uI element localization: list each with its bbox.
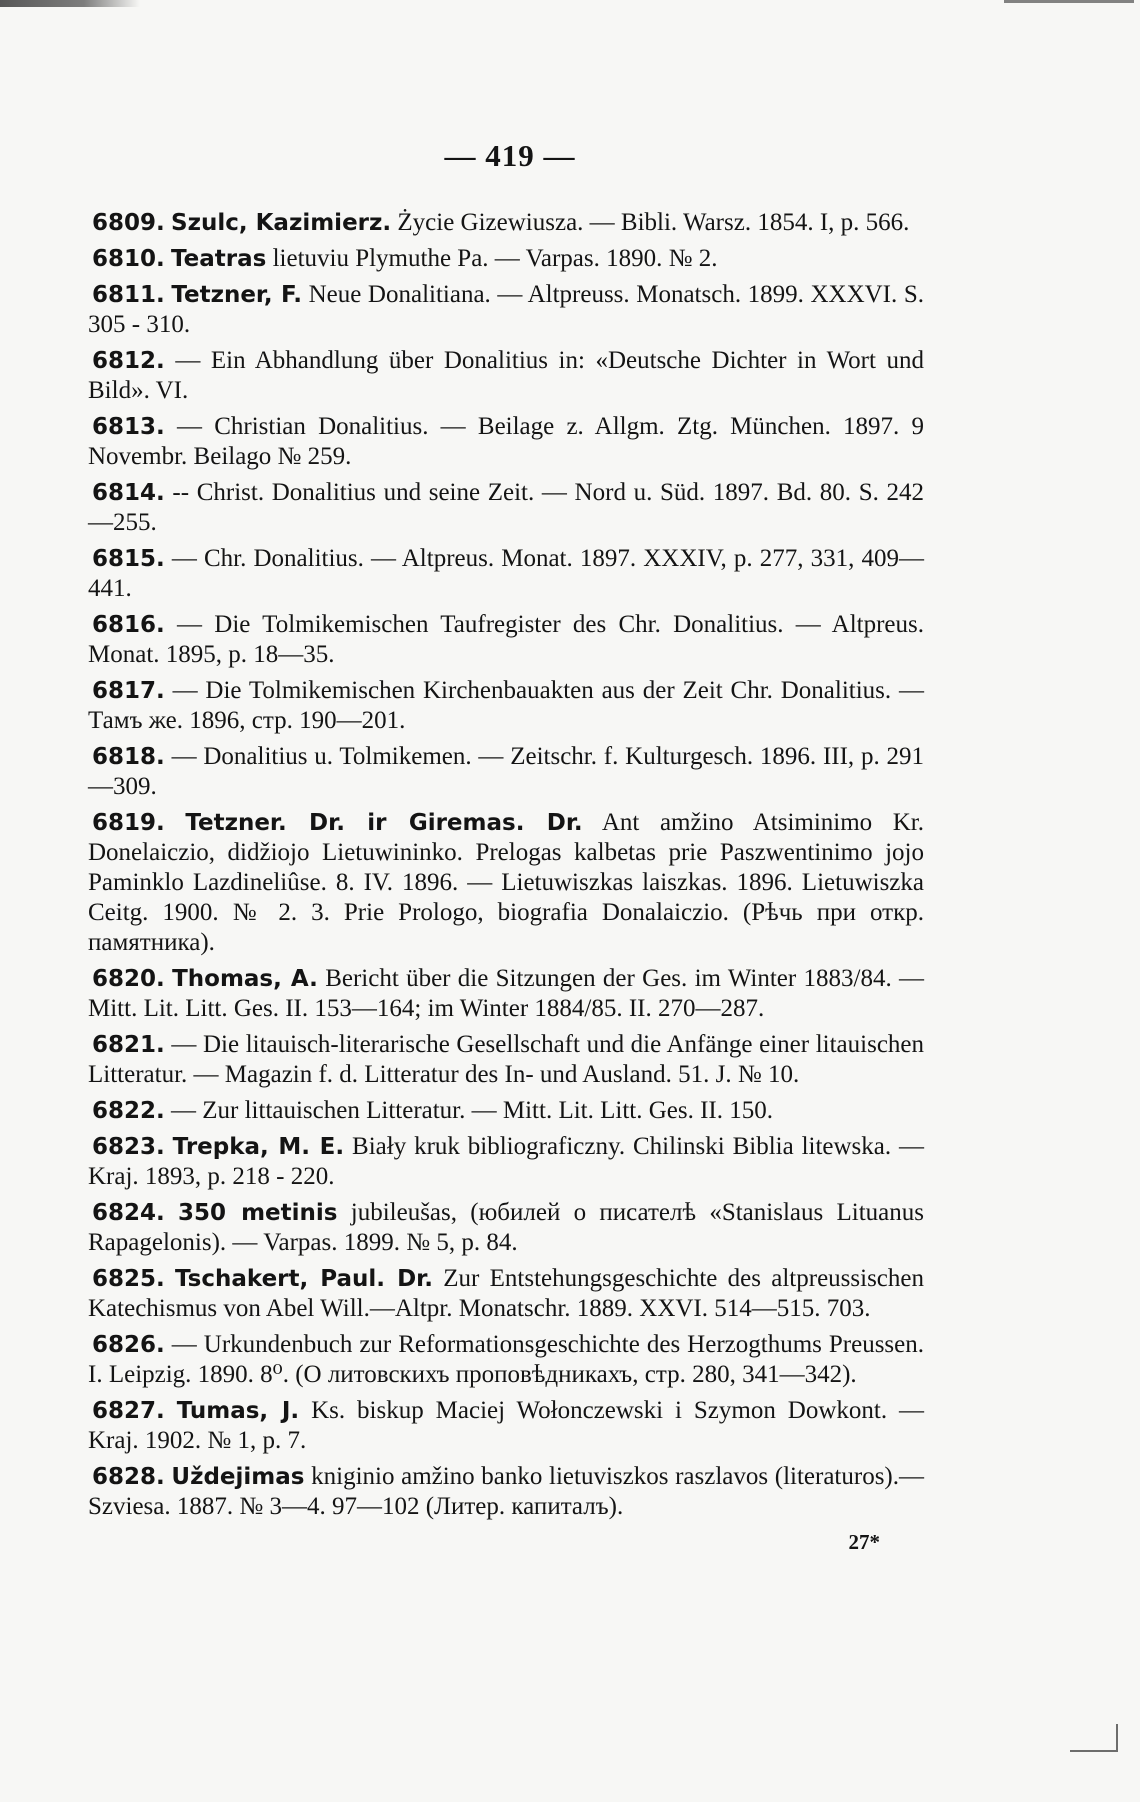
bibliography-entry: [88, 544, 924, 604]
entry-text: — Die Tolmikemischen Kirchenbauakten aus der Zeit Chr. Donalitius. — Тамъ же. 1896, стр. 190—201.: [88, 677, 924, 734]
entry-text: Bericht über die Sitzungen der Ges. im Winter 1883/84. — Mitt. Lit. Litt. Ges. II. 153—164; im Winter 1884/85. II. 270—287.: [88, 965, 925, 1022]
entry-text: — Donalitius u. Tolmikemen. — Zeitschr. f. Kulturgesch. 1896. III, p. 291—309.: [88, 743, 924, 800]
entry-number: 6811.: [92, 282, 165, 308]
entry-number: 6824.: [92, 1200, 165, 1226]
bibliography-entry: [88, 346, 924, 406]
scan-corner-mark: [1070, 1724, 1118, 1752]
bibliography-list: [88, 208, 924, 1522]
entry-author: Uždejimas: [171, 1464, 305, 1490]
entry-text: — Die litauisch-literarische Gesellschaft und die Anfänge einer litauischen Litteratur. — Magazin f. d. Litteratur des In- und Ausland. 51. J. № 10.: [88, 1031, 925, 1088]
entry-number: 6823.: [92, 1134, 165, 1160]
entry-text: jubileušas, (юбилей о писателѣ «Stanislaus Lituanus Rapagelonis). — Varpas. 1899. № 5, p. 84.: [88, 1199, 924, 1256]
entry-author: Teatras: [171, 246, 267, 272]
entry-number: 6819.: [92, 810, 165, 836]
entry-author: Tetzner. Dr. ir Giremas. Dr.: [185, 810, 583, 836]
bibliography-entry: [88, 280, 924, 340]
entry-text: -- Christ. Donalitius und seine Zeit. — Nord u. Süd. 1897. Bd. 80. S. 242—255.: [88, 479, 925, 536]
entry-number: 6809.: [92, 210, 165, 236]
bibliography-entry: [88, 610, 924, 670]
entry-number: 6825.: [92, 1266, 165, 1292]
bibliography-entry: [88, 478, 924, 538]
entry-text: — Ein Abhandlung über Donalitius in: «Deutsche Dichter in Wort und Bild». VI.: [88, 347, 925, 404]
entry-text: Ks. biskup Maciej Wołonczewski i Szymon Dowkont. — Kraj. 1902. № 1, p. 7.: [88, 1397, 925, 1454]
bibliography-entry: [88, 808, 924, 958]
entry-author: Tschakert, Paul. Dr.: [175, 1266, 433, 1292]
entry-text: — Zur littauischen Litteratur. — Mitt. Lit. Litt. Ges. II. 150.: [171, 1097, 773, 1124]
entry-number: 6820.: [92, 966, 165, 992]
entry-number: 6814.: [92, 480, 165, 506]
entry-number: 6818.: [92, 744, 165, 770]
entry-number: 6812.: [92, 348, 165, 374]
entry-number: 6826.: [92, 1332, 165, 1358]
page-number: — 419 —: [444, 138, 576, 173]
entry-text: lietuviu Plymuthe Pa. — Varpas. 1890. № 2.: [272, 245, 718, 272]
bibliography-entry: [88, 742, 924, 802]
entry-number: 6813.: [92, 414, 165, 440]
entry-number: 6815.: [92, 546, 165, 572]
entry-author: 350 metinis: [178, 1200, 338, 1226]
entry-author: Tetzner, F.: [171, 282, 303, 308]
bibliography-entry: [88, 412, 924, 472]
entry-author: Trepka, M. E.: [172, 1134, 345, 1160]
bibliography-entry: [88, 1330, 924, 1390]
scan-edge-line: [1004, 0, 1134, 3]
entry-text: — Urkundenbuch zur Reformationsgeschichte des Herzogthums Preussen. I. Leipzig. 1890. 8⁰. (O литовскихъ проповѣдникахъ, стр. 280, 341—342).: [88, 1331, 924, 1388]
bibliography-entry: [88, 244, 924, 274]
entry-number: 6810.: [92, 246, 165, 272]
bibliography-entry: [88, 1462, 924, 1522]
bibliography-entry: [88, 1030, 924, 1090]
entry-text: Życie Gizewiusza. — Bibli. Warsz. 1854. I, p. 566.: [397, 209, 910, 236]
entry-number: 6821.: [92, 1032, 165, 1058]
entry-number: 6816.: [92, 612, 165, 638]
entry-author: Thomas, A.: [172, 966, 318, 992]
entry-number: 6827.: [92, 1398, 165, 1424]
printer-signature: 27*: [848, 1530, 880, 1554]
bibliography-entry: [88, 1198, 924, 1258]
entry-text: Zur Entstehungsgeschichte des altpreussischen Katechismus von Abel Will.—Altpr. Monatschr. 1889. XXVI. 514—515. 703.: [88, 1265, 924, 1322]
entry-text: — Chr. Donalitius. — Altpreus. Monat. 1897. XXXIV, p. 277, 331, 409—441.: [88, 545, 925, 602]
bibliography-entry: [88, 964, 924, 1024]
bibliography-entry: [88, 208, 924, 238]
bibliography-entry: [88, 1264, 924, 1324]
entry-author: Szulc, Kazimierz.: [171, 210, 392, 236]
entry-number: 6822.: [92, 1098, 165, 1124]
bibliography-entry: [88, 1396, 924, 1456]
entry-number: 6817.: [92, 678, 165, 704]
entry-text: — Die Tolmikemischen Taufregister des Chr. Donalitius. — Altpreus. Monat. 1895, p. 18—35.: [88, 611, 925, 668]
entry-text: Neue Donalitiana. — Altpreuss. Monatsch. 1899. XXXVI. S. 305 - 310.: [88, 281, 924, 338]
entry-number: 6828.: [92, 1464, 165, 1490]
bibliography-entry: [88, 1132, 924, 1192]
book-page: [88, 138, 924, 1555]
bibliography-entry: [88, 1096, 924, 1126]
bibliography-entry: [88, 676, 924, 736]
entry-text: Ant amžino Atsiminimo Kr. Donelaiczio, didžiojo Lietuwininko. Prelogas kalbetas prie Paszwentinimo jojo Paminklo Lazdineliûse. 8. IV. 1896. — Lietuwiszkas laiszkas. 1896. Lietuwiszka Ceitg. 1900. № 2. 3. Prie Prologo, biografia Donalaiczio. (Рѣчь при откр. памятника).: [88, 809, 924, 956]
entry-author: Tumas, J.: [176, 1398, 300, 1424]
entry-text: kniginio amžino banko lietuviszkos raszlavos (literaturos).—Szviesa. 1887. № 3—4. 97—102 (Литер. капиталъ).: [88, 1463, 925, 1520]
entry-text: Biały kruk bibliograficzny. Chilinski Biblia litewska. — Kraj. 1893, p. 218 - 220.: [88, 1133, 925, 1190]
entry-text: — Christian Donalitius. — Beilage z. Allgm. Ztg. München. 1897. 9 Novembr. Beilago № 259.: [88, 413, 924, 470]
scan-edge-mark: [0, 0, 140, 7]
